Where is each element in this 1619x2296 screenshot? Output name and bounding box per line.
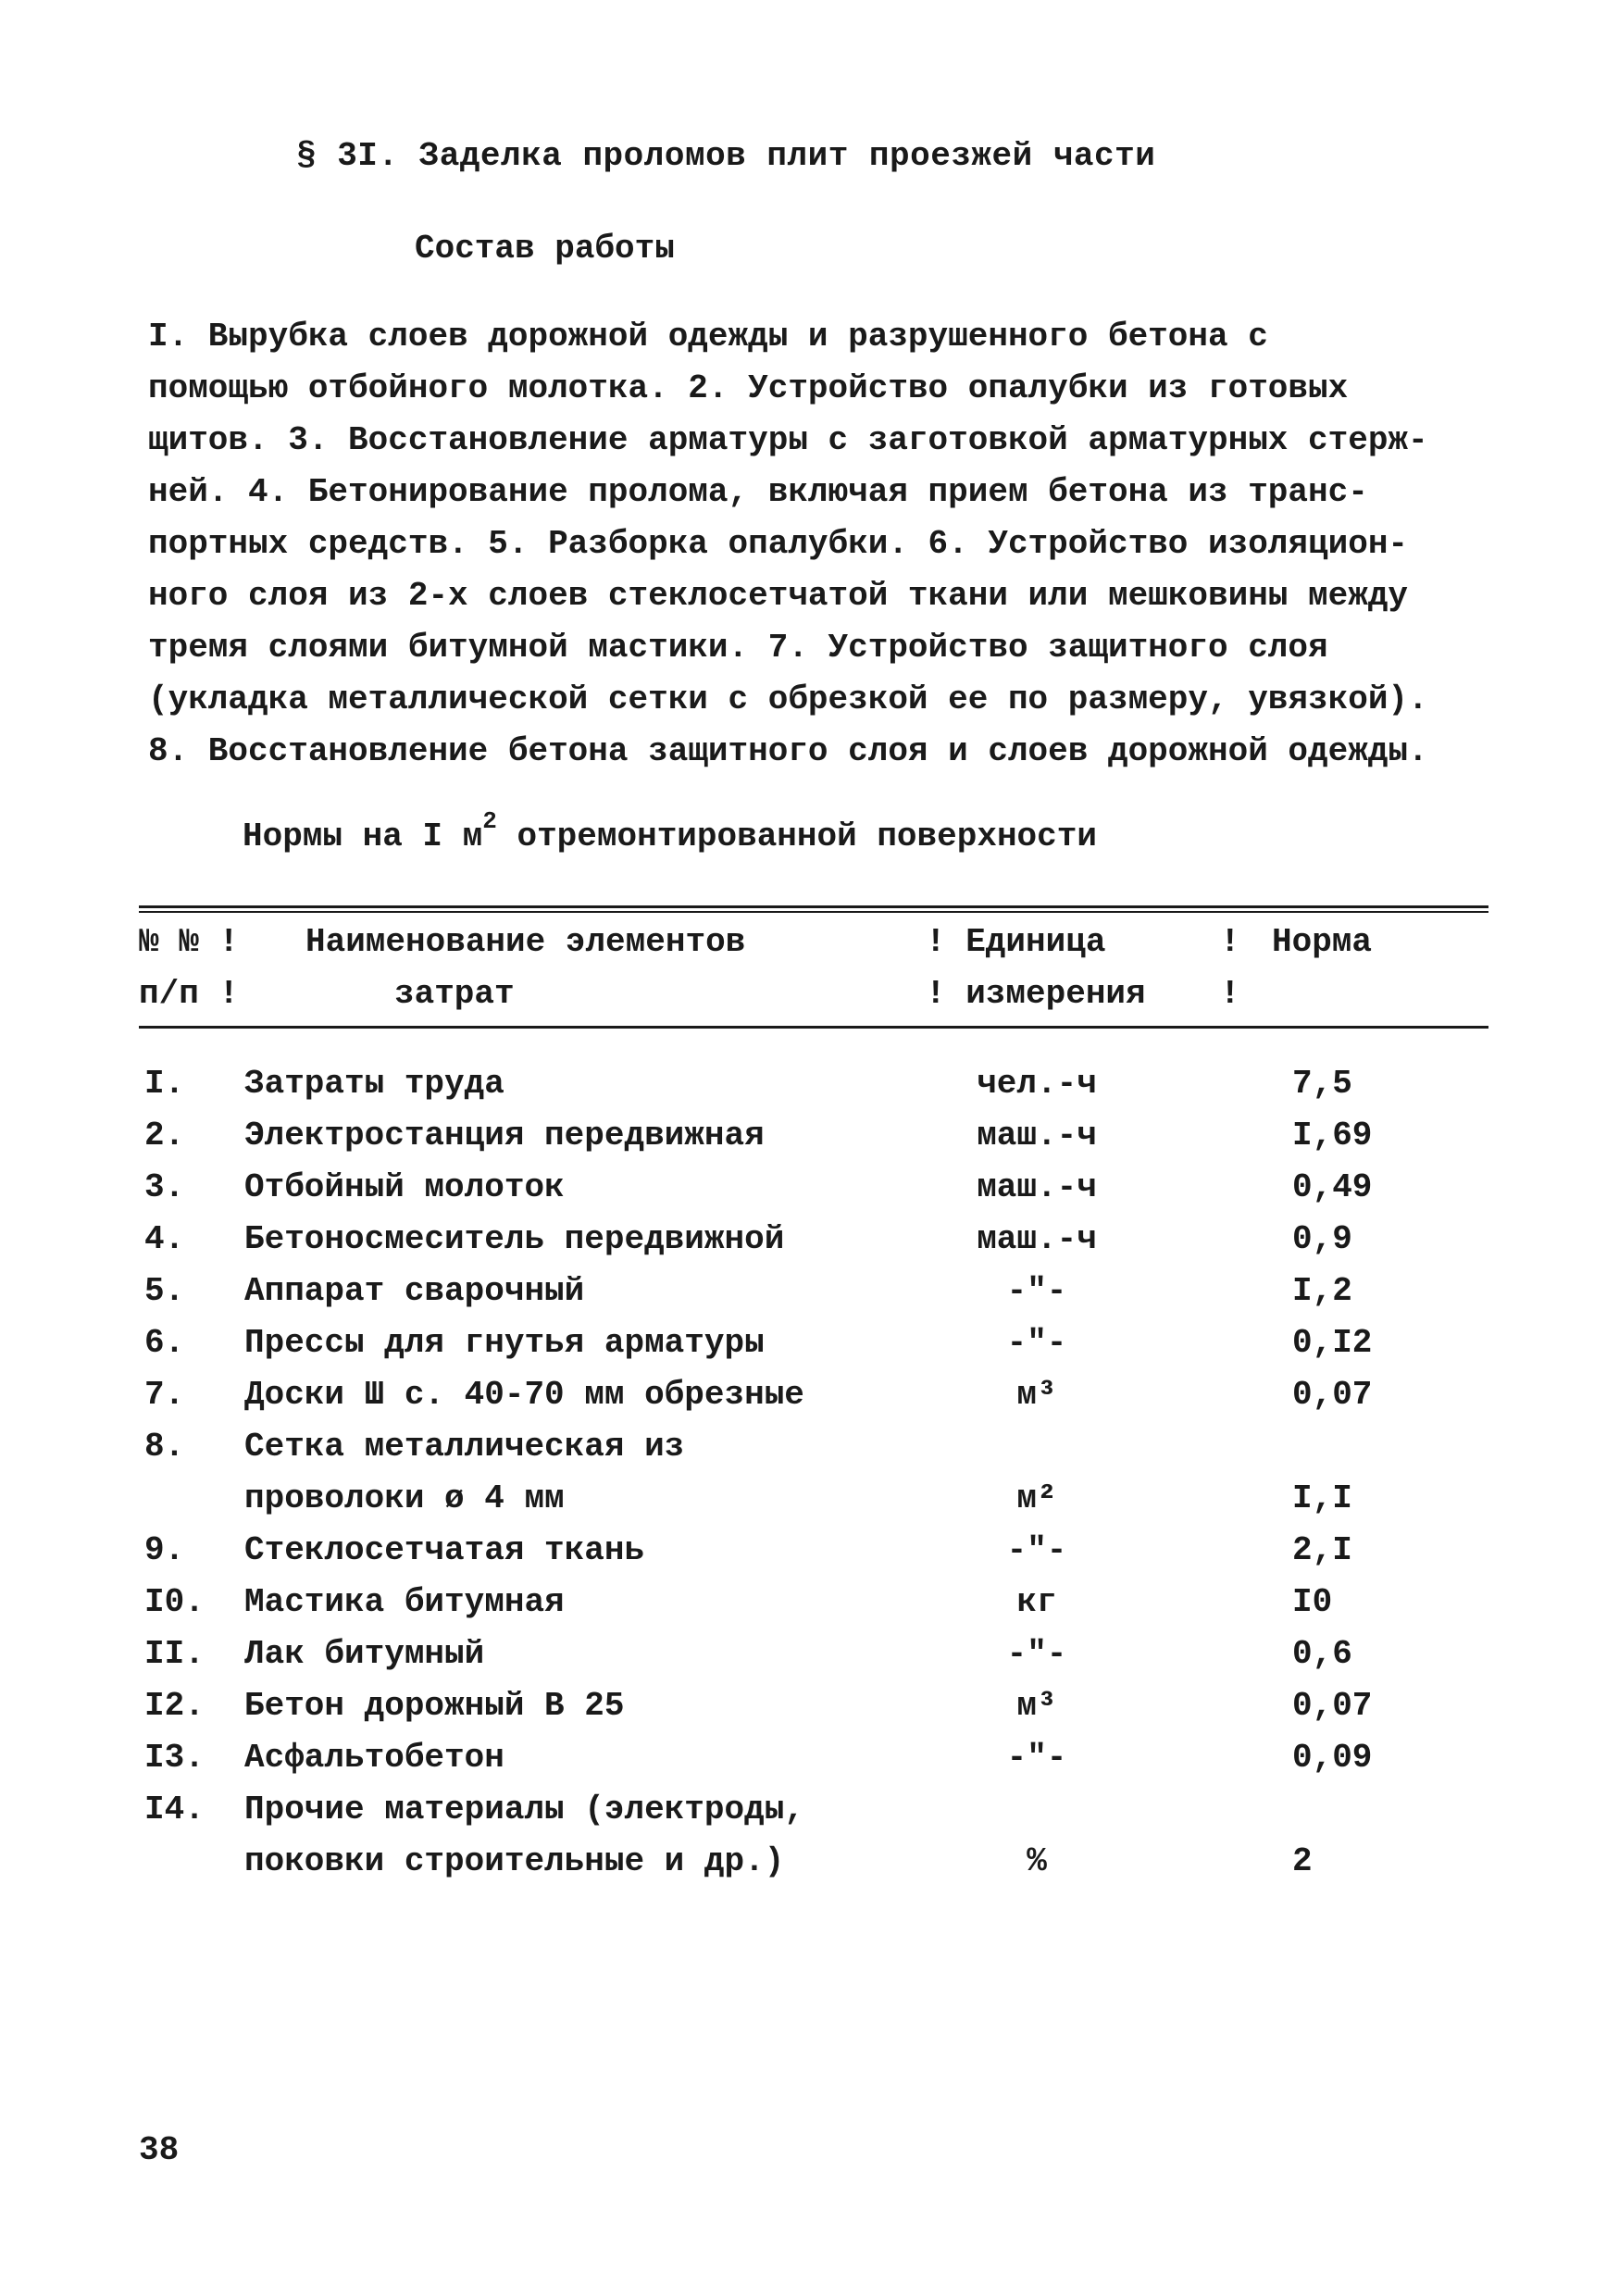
table-row: [0, 1842, 1619, 1894]
row-name: Прочие материалы (электроды,: [244, 1791, 804, 1828]
norms-caption-text: Нормы на I м: [243, 817, 483, 855]
table-row: [0, 1220, 1619, 1272]
table-row: [0, 1272, 1619, 1324]
row-unit: -"-: [1006, 1324, 1067, 1362]
table-row: [0, 1065, 1619, 1117]
work-description-line: портных средств. 5. Разборка опалубки. 6. Устройство изоляцион-: [148, 525, 1409, 563]
row-unit: -"-: [1006, 1739, 1067, 1777]
table-row: [0, 1791, 1619, 1842]
row-unit: маш.-ч: [977, 1117, 1097, 1154]
row-number: 3.: [144, 1168, 185, 1206]
row-unit: -"-: [1006, 1531, 1067, 1569]
row-name: Сетка металлическая из: [244, 1428, 685, 1466]
norms-caption-text-rest: отремонтированной поверхности: [496, 817, 1097, 855]
row-name: Лак битумный: [244, 1635, 485, 1673]
row-number: 8.: [144, 1428, 185, 1466]
table-row: [0, 1117, 1619, 1168]
row-norm: I,I: [1292, 1479, 1352, 1517]
table-row: [0, 1376, 1619, 1428]
row-name: Аппарат сварочный: [244, 1272, 585, 1310]
row-name: Асфальтобетон: [244, 1739, 504, 1777]
row-name: Электростанция передвижная: [244, 1117, 765, 1154]
page-number: 38: [139, 2131, 180, 2169]
table-top-rule: [139, 905, 1488, 908]
row-norm: I,69: [1292, 1117, 1373, 1154]
row-number: I3.: [144, 1739, 205, 1777]
table-row: [0, 1479, 1619, 1531]
row-unit: -"-: [1006, 1635, 1067, 1673]
work-description-line: 8. Восстановление бетона защитного слоя и слоев дорожной одежды.: [148, 732, 1428, 770]
row-norm: I0: [1292, 1583, 1333, 1621]
row-unit: маш.-ч: [977, 1220, 1097, 1258]
row-norm: 0,09: [1292, 1739, 1373, 1777]
row-name: Доски Ш с. 40-70 мм обрезные: [244, 1376, 804, 1414]
row-unit: м²: [1016, 1479, 1057, 1517]
work-description-line: ного слоя из 2-х слоев стеклосетчатой ткани или мешковины между: [148, 577, 1409, 615]
row-number: I2.: [144, 1687, 205, 1725]
row-name: Отбойный молоток: [244, 1168, 565, 1206]
table-header-rule: [139, 1026, 1488, 1029]
row-norm: 0,I2: [1292, 1324, 1373, 1362]
work-description-line: ней. 4. Бетонирование пролома, включая прием бетона из транс-: [148, 473, 1368, 511]
row-name: Затраты труда: [244, 1065, 504, 1103]
row-norm: 0,07: [1292, 1376, 1373, 1414]
row-norm: 0,9: [1292, 1220, 1352, 1258]
row-unit: %: [1027, 1842, 1047, 1880]
row-number: I.: [144, 1065, 185, 1103]
norms-caption: [243, 807, 1097, 855]
row-number: 4.: [144, 1220, 185, 1258]
row-unit: кг: [1016, 1583, 1057, 1621]
row-name: Бетоносмеситель передвижной: [244, 1220, 785, 1258]
table-row: [0, 1168, 1619, 1220]
row-name: проволоки ø 4 мм: [244, 1479, 565, 1517]
row-unit: -"-: [1006, 1272, 1067, 1310]
row-number: II.: [144, 1635, 205, 1673]
row-unit: маш.-ч: [977, 1168, 1097, 1206]
work-description-line: щитов. 3. Восстановление арматуры с заготовкой арматурных стерж-: [148, 421, 1428, 459]
work-description-line: I. Вырубка слоев дорожной одежды и разрушенного бетона с: [148, 318, 1268, 356]
work-description-line: тремя слоями битумной мастики. 7. Устройство защитного слоя: [148, 629, 1328, 667]
row-number: 6.: [144, 1324, 185, 1362]
table-row: [0, 1739, 1619, 1791]
row-number: 7.: [144, 1376, 185, 1414]
row-norm: 2: [1292, 1842, 1313, 1880]
table-row: [0, 1428, 1619, 1479]
header-sep2: !: [1220, 975, 1240, 1013]
table-row: [0, 1324, 1619, 1376]
row-norm: 2,I: [1292, 1531, 1352, 1569]
row-norm: 0,49: [1292, 1168, 1373, 1206]
work-description: [148, 311, 1500, 778]
row-name: Стеклосетчатая ткань: [244, 1531, 645, 1569]
row-norm: 0,6: [1292, 1635, 1352, 1673]
row-number: 9.: [144, 1531, 185, 1569]
section-subtitle: Состав работы: [415, 230, 675, 268]
row-name: Мастика битумная: [244, 1583, 565, 1621]
work-description-line: (укладка металлической сетки с обрезкой ее по размеру, увязкой).: [148, 680, 1428, 718]
row-unit: м³: [1016, 1376, 1057, 1414]
header-num-line2: п/п !: [139, 975, 240, 1013]
row-number: I4.: [144, 1791, 205, 1828]
table-row: [0, 1583, 1619, 1635]
norms-table-body: [0, 1065, 1619, 1894]
row-unit: м³: [1016, 1687, 1057, 1725]
section-title: § 3I. Заделка проломов плит проезжей части: [296, 137, 1156, 175]
header-unit-line2: ! измерения: [926, 975, 1146, 1013]
header-unit-line1: ! Единица: [926, 923, 1106, 961]
header-num-line1: № № !: [139, 923, 240, 961]
row-number: 2.: [144, 1117, 185, 1154]
header-name-line2: затрат: [394, 975, 515, 1013]
row-norm: 7,5: [1292, 1065, 1352, 1103]
header-sep1: !: [1220, 923, 1240, 961]
row-norm: I,2: [1292, 1272, 1352, 1310]
header-name-line1: Наименование элементов: [305, 923, 746, 961]
row-name: поковки строительные и др.): [244, 1842, 785, 1880]
row-name: Бетон дорожный В 25: [244, 1687, 625, 1725]
table-row: [0, 1531, 1619, 1583]
norms-caption-superscript: 2: [482, 807, 497, 835]
table-row: [0, 1635, 1619, 1687]
header-norm: Норма: [1272, 923, 1373, 961]
row-number: I0.: [144, 1583, 205, 1621]
row-norm: 0,07: [1292, 1687, 1373, 1725]
work-description-line: помощью отбойного молотка. 2. Устройство опалубки из готовых: [148, 369, 1349, 407]
table-top-rule-double: [139, 911, 1488, 913]
row-name: Прессы для гнутья арматуры: [244, 1324, 765, 1362]
row-number: 5.: [144, 1272, 185, 1310]
table-row: [0, 1687, 1619, 1739]
row-unit: чел.-ч: [977, 1065, 1097, 1103]
